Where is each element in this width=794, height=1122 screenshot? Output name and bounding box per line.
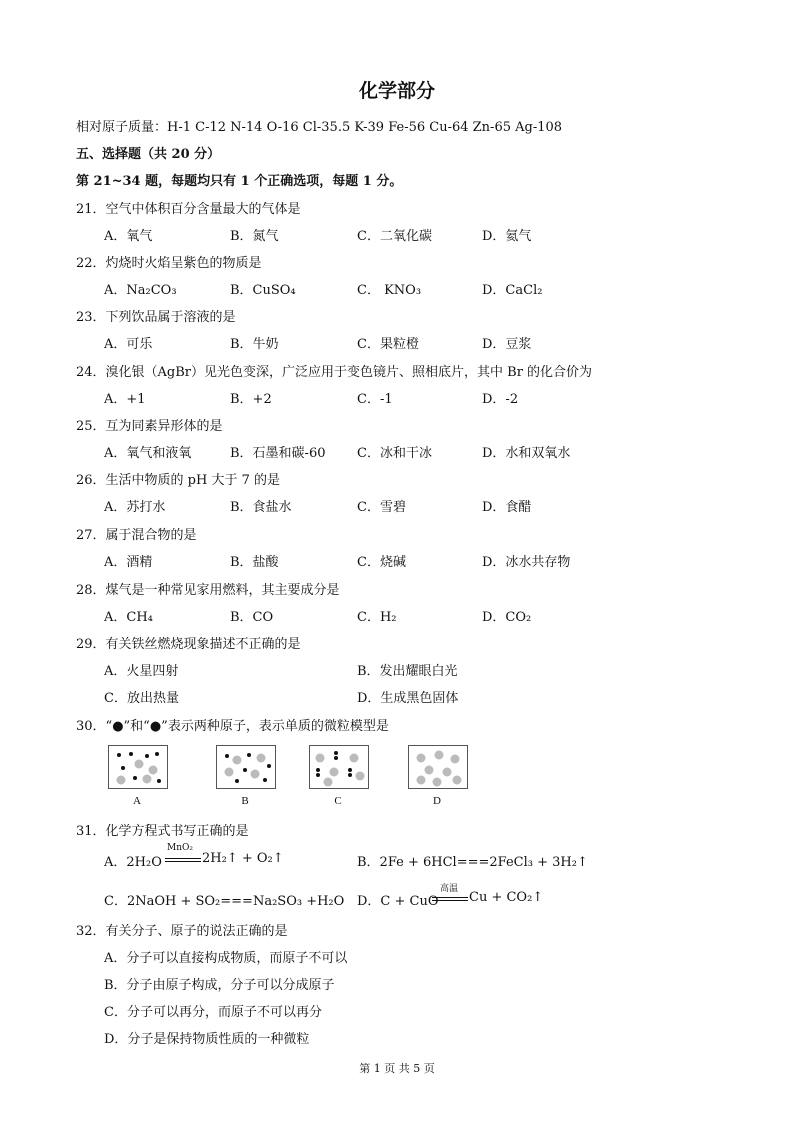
question-24-stem: 24．溴化银（AgBr）见光色变深，广泛应用于变色镜片、照相底片，其中 Br 的化合价为 bbox=[76, 365, 593, 380]
question-28-option-a[interactable]: A．CH₄ bbox=[104, 610, 153, 625]
question-31-option-c[interactable]: C．2NaOH + SO₂===Na₂SO₃ +H₂O bbox=[104, 894, 345, 909]
question-23-option-d[interactable]: D．豆浆 bbox=[482, 337, 532, 352]
question-22-option-d[interactable]: D．CaCl₂ bbox=[482, 283, 543, 298]
particle-model-d[interactable] bbox=[408, 745, 468, 789]
question-26-option-d[interactable]: D．食醋 bbox=[482, 500, 532, 515]
question-22-option-a[interactable]: A．Na₂CO₃ bbox=[104, 283, 177, 298]
question-32-stem: 32．有关分子、原子的说法正确的是 bbox=[76, 924, 288, 939]
question-23-option-a[interactable]: A．可乐 bbox=[104, 337, 153, 352]
question-32-option-d[interactable]: D．分子是保持物质性质的一种微粒 bbox=[104, 1032, 310, 1047]
question-32-option-b[interactable]: B．分子由原子构成，分子可以分成原子 bbox=[104, 978, 335, 993]
question-25-stem: 25．互为同素异形体的是 bbox=[76, 419, 223, 434]
question-25-option-a[interactable]: A．氧气和液氧 bbox=[104, 446, 192, 461]
question-26-option-a[interactable]: A．苏打水 bbox=[104, 500, 166, 515]
question-27-option-d[interactable]: D．冰水共存物 bbox=[482, 555, 571, 570]
question-24-option-c[interactable]: C．-1 bbox=[357, 392, 393, 407]
question-29-option-d[interactable]: D．生成黑色固体 bbox=[357, 691, 459, 706]
section-instruction: 第 21~34 题，每题均只有 1 个正确选项，每题 1 分。 bbox=[76, 174, 403, 189]
atomic-mass-line: 相对原子质量：H-1 C-12 N-14 O-16 Cl-35.5 K-39 Fe-56 Cu-64 Zn-65 Ag-108 bbox=[76, 120, 563, 135]
question-22-option-b[interactable]: B．CuSO₄ bbox=[230, 283, 296, 298]
page-title: 化学部分 bbox=[358, 80, 435, 102]
question-31-option-b[interactable]: B．2Fe + 6HCl===2FeCl₃ + 3H₂↑ bbox=[357, 855, 588, 870]
model-label-c: C bbox=[334, 795, 342, 807]
question-26-stem: 26．生活中物质的 pH 大于 7 的是 bbox=[76, 473, 281, 488]
question-27-stem: 27．属于混合物的是 bbox=[76, 528, 197, 543]
equation-double-line bbox=[432, 897, 468, 901]
question-29-option-a[interactable]: A．火星四射 bbox=[104, 664, 179, 679]
section-title: 五、选择题（共 20 分） bbox=[76, 147, 221, 162]
question-32-option-a[interactable]: A．分子可以直接构成物质，而原子不可以 bbox=[104, 951, 348, 966]
particle-model-c[interactable] bbox=[309, 745, 369, 789]
question-31-option-d-condition: 高温 bbox=[440, 884, 459, 894]
question-27-option-b[interactable]: B．盐酸 bbox=[230, 555, 279, 570]
model-label-a: A bbox=[133, 795, 141, 807]
model-label-b: B bbox=[241, 795, 249, 807]
question-25-option-d[interactable]: D．水和双氧水 bbox=[482, 446, 571, 461]
question-22-option-c[interactable]: C． KNO₃ bbox=[357, 283, 422, 298]
question-28-option-b[interactable]: B．CO bbox=[230, 610, 274, 625]
question-23-stem: 23．下列饮品属于溶液的是 bbox=[76, 310, 236, 325]
question-21-option-b[interactable]: B．氮气 bbox=[230, 229, 279, 244]
particle-model-a[interactable] bbox=[108, 745, 168, 789]
question-27-option-c[interactable]: C．烧碱 bbox=[357, 555, 406, 570]
question-29-option-b[interactable]: B．发出耀眼白光 bbox=[357, 664, 458, 679]
question-24-option-a[interactable]: A．+1 bbox=[104, 392, 146, 407]
question-32-option-c[interactable]: C．分子可以再分，而原子不可以再分 bbox=[104, 1005, 322, 1020]
question-22-stem: 22．灼烧时火焰呈紫色的物质是 bbox=[76, 256, 262, 271]
question-24-option-b[interactable]: B．+2 bbox=[230, 392, 272, 407]
question-26-option-b[interactable]: B．食盐水 bbox=[230, 500, 292, 515]
question-29-option-c[interactable]: C．放出热量 bbox=[104, 691, 179, 706]
question-21-option-d[interactable]: D．氦气 bbox=[482, 229, 532, 244]
question-31-option-a-left[interactable]: A．2H₂O bbox=[104, 855, 162, 870]
question-21-stem: 21．空气中体积百分含量最大的气体是 bbox=[76, 202, 301, 217]
question-31-option-a-condition: MnO₂ bbox=[167, 843, 193, 853]
question-21-option-a[interactable]: A．氧气 bbox=[104, 229, 153, 244]
question-31-option-d-right[interactable]: Cu + CO₂↑ bbox=[469, 890, 544, 905]
question-31-option-d-left[interactable]: D．C + CuO bbox=[357, 894, 439, 909]
question-25-option-b[interactable]: B．石墨和碳-60 bbox=[230, 446, 326, 461]
question-31-option-a-right[interactable]: 2H₂↑ + O₂↑ bbox=[202, 851, 284, 866]
question-28-option-d[interactable]: D．CO₂ bbox=[482, 610, 532, 625]
question-23-option-c[interactable]: C．果粒橙 bbox=[357, 337, 419, 352]
question-27-option-a[interactable]: A．酒精 bbox=[104, 555, 153, 570]
model-label-d: D bbox=[433, 795, 441, 807]
page-footer: 第 1 页 共 5 页 bbox=[359, 1062, 435, 1075]
question-21-option-c[interactable]: C．二氧化碳 bbox=[357, 229, 432, 244]
question-30-stem: 30．“●”和“●”表示两种原子，表示单质的微粒模型是 bbox=[76, 719, 389, 734]
question-29-stem: 29．有关铁丝燃烧现象描述不正确的是 bbox=[76, 637, 301, 652]
question-31-stem: 31．化学方程式书写正确的是 bbox=[76, 824, 249, 839]
question-26-option-c[interactable]: C．雪碧 bbox=[357, 500, 406, 515]
particle-model-b[interactable] bbox=[216, 745, 276, 789]
question-28-option-c[interactable]: C．H₂ bbox=[357, 610, 397, 625]
equation-double-line bbox=[165, 858, 201, 862]
question-28-stem: 28．煤气是一种常见家用燃料，其主要成分是 bbox=[76, 583, 340, 598]
question-24-option-d[interactable]: D．-2 bbox=[482, 392, 519, 407]
question-23-option-b[interactable]: B．牛奶 bbox=[230, 337, 279, 352]
question-25-option-c[interactable]: C．冰和干冰 bbox=[357, 446, 432, 461]
